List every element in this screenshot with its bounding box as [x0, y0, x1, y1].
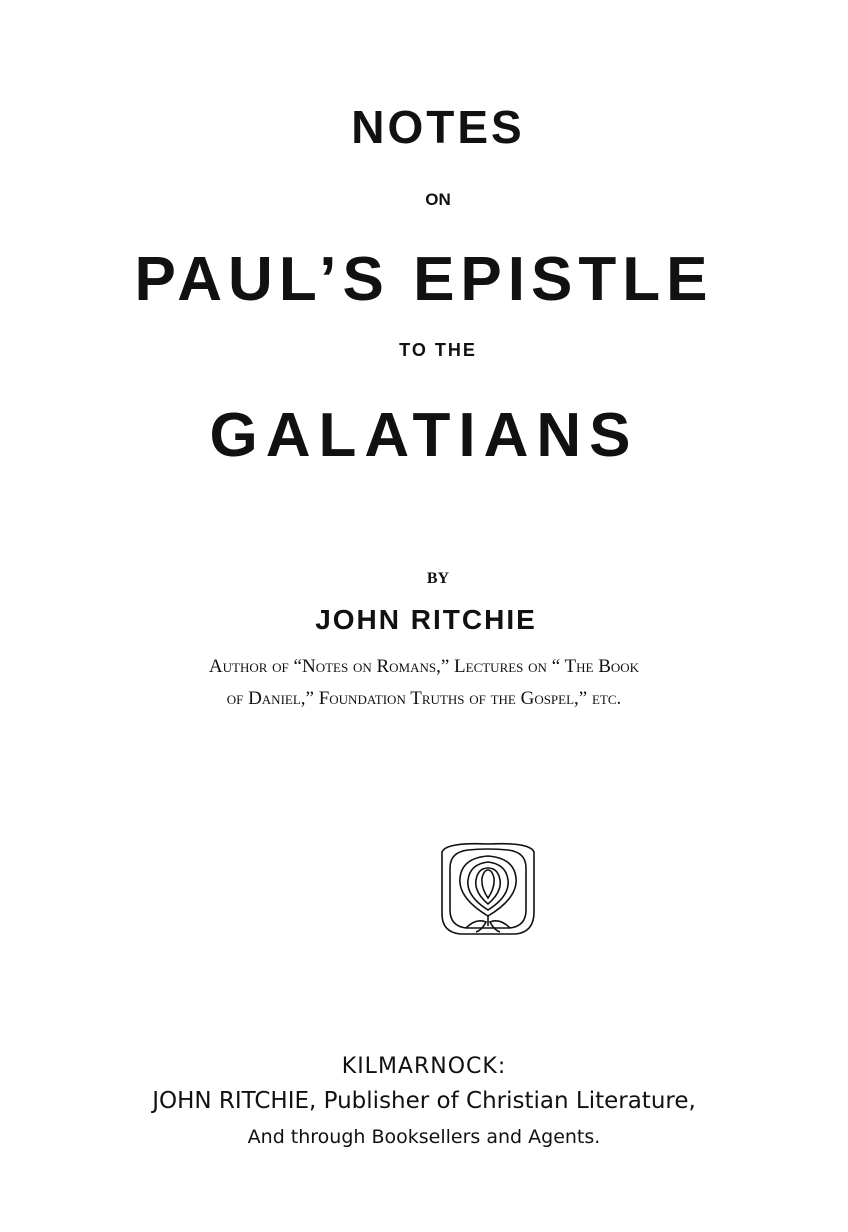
art-nouveau-seed-device-icon: [436, 838, 540, 938]
author-credits-line-1: Author of “Notes on Romans,” Lectures on “ The Book: [208, 656, 640, 677]
title-notes: NOTES: [351, 101, 525, 153]
title-on: ON: [425, 190, 451, 209]
imprint-publisher: JOHN RITCHIE, Publisher of Christian Literature,: [152, 1088, 696, 1114]
imprint-distribution: And through Booksellers and Agents.: [247, 1126, 601, 1148]
imprint-place: KILMARNOCK:: [341, 1054, 507, 1079]
author-name: JOHN RITCHIE: [315, 604, 537, 635]
title-pauls-epistle: PAUL’S EPISTLE: [134, 245, 714, 314]
title-to-the: TO THE: [399, 340, 477, 360]
author-credits-line-2: of Daniel,” Foundation Truths of the Gospel,” etc.: [226, 688, 622, 709]
title-galatians: GALATIANS: [209, 401, 639, 470]
byline-by: BY: [426, 570, 450, 587]
